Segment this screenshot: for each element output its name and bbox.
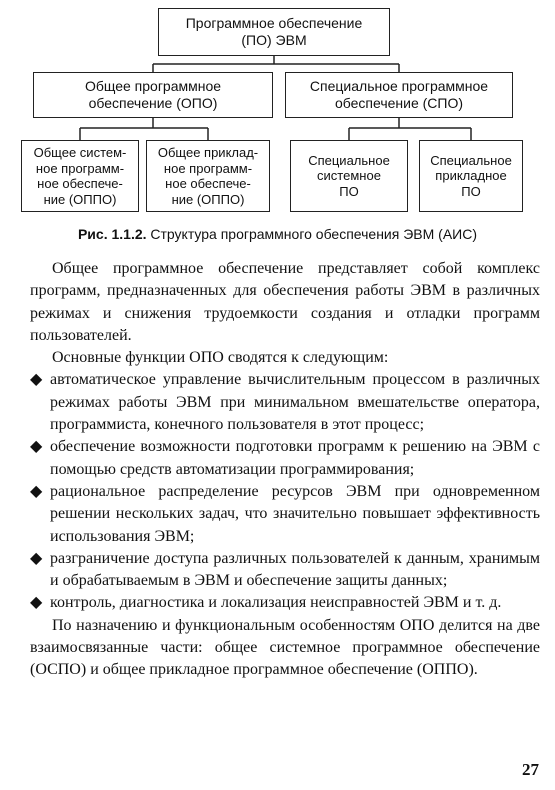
list-item: ◆ автоматическое управление вычислительным процессом в различных режимах работы ЭВМ при минимальном вмешательстве оператора, программиста, конечного пользователя в этот процесс; [30, 371, 540, 434]
diamond-bullet-icon: ◆ [30, 438, 43, 456]
node-root-software: Программное обеспечение (ПО) ЭВМ [158, 8, 390, 56]
node-general-applied-software: Общее приклад- ное программ- ное обеспече- ние (ОППО) [146, 140, 270, 212]
list-item: ◆ разграничение доступа различных пользователей к данным, хранимым и обрабатываемым в ЭВМ и обеспечение защиты данных; [30, 549, 540, 590]
node-general-software: Общее программное обеспечение (ОПО) [33, 72, 273, 118]
paragraph-conclusion: По назначению и функциональным особенностям ОПО делится на две взаимосвязанные части: общее системное программное обеспечение (ОСПО) и общее прикладное программное обеспечение (ОППО). [30, 616, 540, 679]
diamond-bullet-icon: ◆ [30, 371, 43, 389]
figure-label: Рис. 1.1.2. [77, 226, 147, 242]
diamond-bullet-icon: ◆ [30, 549, 43, 567]
paragraph-intro: Общее программное обеспечение представляет собой комплекс программ, предназначенных для обеспечения работы ЭВМ в различных режимах и снижения трудоемкости создания и отладки программ пользователей. [30, 260, 540, 344]
list-item: ◆ контроль, диагностика и локализация неисправностей ЭВМ и т. д. [30, 592, 540, 614]
figure-title: Структура программного обеспечения ЭВМ (АИС) [150, 226, 478, 242]
software-structure-diagram [0, 0, 555, 225]
node-general-system-software: Общее систем- ное программ- ное обеспече- ние (ОППО) [21, 140, 139, 212]
node-special-applied-software: Специальное прикладное ПО [419, 140, 523, 212]
diamond-bullet-icon: ◆ [30, 482, 43, 500]
figure-caption [0, 226, 555, 242]
node-special-software: Специальное программное обеспечение (СПО) [285, 72, 513, 118]
node-special-system-software: Специальное системное ПО [290, 140, 408, 212]
paragraph-functions-lead: Основные функции ОПО сводятся к следующим: [52, 349, 389, 367]
diamond-bullet-icon: ◆ [30, 594, 43, 612]
list-item: ◆ рациональное распределение ресурсов ЭВМ при одновременном решении нескольких задач, что значительно повышает эффективность использования ЭВМ; [30, 482, 540, 545]
list-item: ◆ обеспечение возможности подготовки программ к решению на ЭВМ с помощью средств автоматизации программирования; [30, 438, 540, 478]
page-number: 27 [522, 760, 539, 779]
body-text [30, 258, 540, 682]
